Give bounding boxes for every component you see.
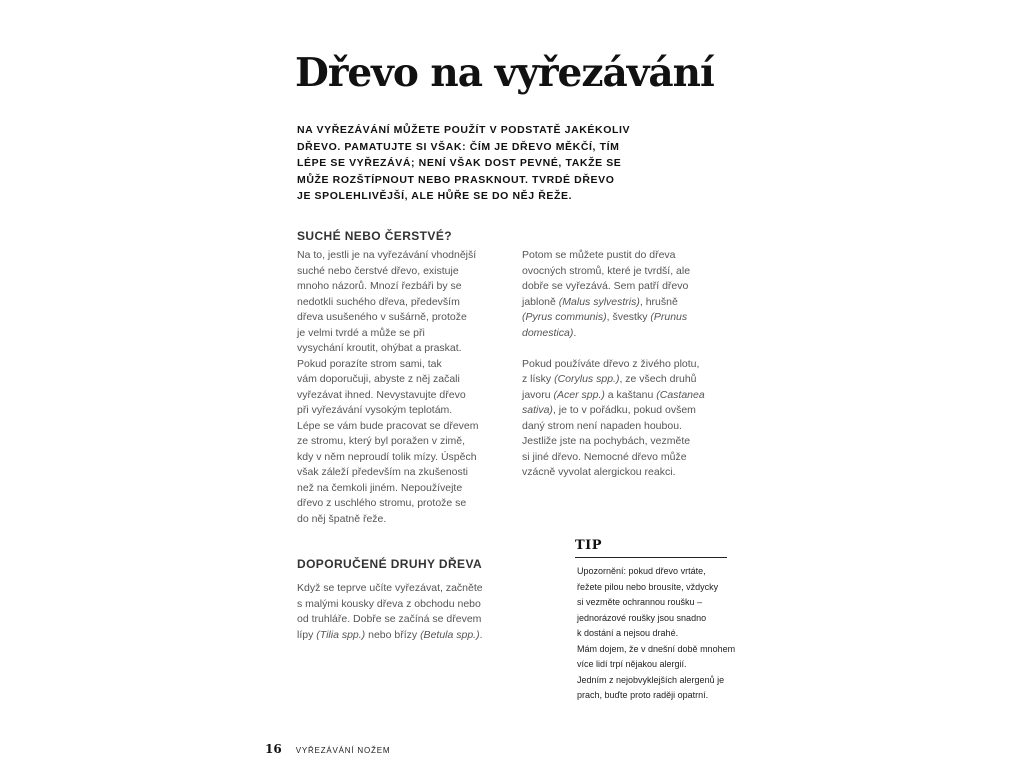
body-line: Jestliže jste na pochybách, vezměte bbox=[522, 435, 691, 447]
body-line: při vyřezávání vysokým teplotám. bbox=[297, 404, 453, 416]
body-line: Pokud používáte dřevo z živého plotu, bbox=[522, 357, 700, 370]
body-line: javoru (Acer spp.) a kaštanu (Castanea bbox=[522, 388, 705, 401]
body-line: mnoho názorů. Mnozí řezbáři by se bbox=[297, 280, 462, 292]
intro-paragraph bbox=[297, 122, 631, 205]
latin-name: domestica) bbox=[522, 326, 574, 339]
section2-column bbox=[297, 581, 483, 643]
running-head: VYŘEZÁVÁNÍ NOŽEM bbox=[295, 746, 391, 755]
body-line: od truhláře. Dobře se začíná se dřevem bbox=[297, 613, 482, 625]
body-line: si jiné dřevo. Nemocné dřevo může bbox=[522, 450, 687, 463]
intro-line: LÉPE SE VYŘEZÁVÁ; NENÍ VŠAK DOST PEVNÉ, TAKŽE SE bbox=[297, 157, 622, 169]
body-line: dřeva usušeného v sušárně, protože bbox=[297, 311, 467, 323]
body-line: suché nebo čerstvé dřevo, existuje bbox=[297, 264, 459, 277]
tip-line: k dostání a nejsou drahé. bbox=[577, 628, 679, 638]
tip-box bbox=[577, 564, 735, 704]
body-line: s malými kousky dřeva z obchodu nebo bbox=[297, 597, 481, 610]
body-line: domestica). bbox=[522, 326, 577, 339]
latin-name: sativa) bbox=[522, 404, 553, 416]
body-line: Když se teprve učíte vyřezávat, začněte bbox=[297, 582, 483, 594]
tip-line: prach, buďte proto raději opatrní. bbox=[577, 690, 709, 700]
tip-line: Upozornění: pokud dřevo vrtáte, bbox=[577, 566, 706, 576]
intro-line: JE SPOLEHLIVĚJŠÍ, ALE HŮŘE SE DO NĚJ ŘEŽE. bbox=[297, 190, 573, 202]
section1-left-column bbox=[297, 248, 479, 527]
intro-line: DŘEVO. PAMATUJTE SI VŠAK: ČÍM JE DŘEVO MĚKČÍ, TÍM bbox=[297, 140, 620, 153]
tip-line: řežete pilou nebo brousíte, vždycky bbox=[577, 581, 719, 592]
body-line: vám doporučuji, abyste z něj začali bbox=[297, 373, 460, 385]
page-title: Dřevo na vyřezávání bbox=[295, 50, 714, 96]
body-line: je velmi tvrdé a může se při bbox=[297, 326, 425, 339]
body-line: Na to, jestli je na vyřezávání vhodnější bbox=[297, 249, 477, 261]
body-line: vysychání kroutit, ohýbat a praskat. bbox=[297, 342, 462, 354]
tip-line: si vezměte ochrannou roušku – bbox=[577, 597, 703, 607]
body-line: ovocných stromů, které je tvrdší, ale bbox=[522, 264, 691, 277]
body-line: Lépe se vám bude pracovat se dřevem bbox=[297, 419, 479, 432]
page-number: 16 bbox=[265, 742, 282, 756]
latin-name: (Malus sylvestris) bbox=[558, 295, 640, 308]
body-line: lípy (Tilia spp.) nebo břízy (Betula spp.). bbox=[297, 628, 483, 641]
latin-name: (Acer spp.) bbox=[553, 388, 605, 401]
tip-divider bbox=[575, 557, 727, 558]
latin-name: (Betula spp.) bbox=[420, 628, 480, 641]
latin-name: (Tilia spp.) bbox=[316, 628, 366, 641]
tip-line: více lidí trpí nějakou alergií. bbox=[577, 659, 687, 669]
body-line: z lísky (Corylus spp.), ze všech druhů bbox=[522, 373, 697, 385]
body-line: než na čemkoli jiném. Nepoužívejte bbox=[297, 481, 463, 494]
tip-heading: TIP bbox=[575, 538, 603, 553]
body-line: dobře se vyřezává. Sem patří dřevo bbox=[522, 280, 689, 292]
body-line: kdy v něm neproudí tolik mízy. Úspěch bbox=[297, 450, 477, 463]
page-footer bbox=[265, 742, 390, 756]
body-line: dřevo z uschlého stromu, protože se bbox=[297, 497, 467, 509]
latin-name: (Castanea bbox=[656, 388, 705, 401]
latin-name: (Prunus bbox=[650, 311, 688, 323]
body-line: Pokud porazíte strom sami, tak bbox=[297, 357, 442, 370]
tip-line: jednorázové roušky jsou snadno bbox=[577, 612, 707, 623]
body-line: Potom se můžete pustit do dřeva bbox=[522, 249, 676, 261]
body-line: sativa), je to v pořádku, pokud ovšem bbox=[522, 404, 696, 416]
body-line: do něj špatně řeže. bbox=[297, 512, 387, 525]
intro-line: MŮŽE ROZŠTÍPNOUT NEBO PRASKNOUT. TVRDÉ DŘEVO bbox=[297, 173, 615, 186]
tip-line: Jedním z nejobvyklejších alergenů je bbox=[577, 674, 725, 685]
body-line: daný strom není napaden houbou. bbox=[522, 419, 682, 432]
latin-name: (Corylus spp.) bbox=[554, 373, 620, 385]
section1-right-column bbox=[522, 248, 705, 481]
section-heading-recommended-woods: DOPORUČENÉ DRUHY DŘEVA bbox=[297, 557, 483, 571]
body-line: (Pyrus communis), švestky (Prunus bbox=[522, 311, 688, 323]
intro-line: NA VYŘEZÁVÁNÍ MŮŽETE POUŽÍT V PODSTATĚ JAKÉKOLIV bbox=[297, 124, 631, 136]
body-line: jabloně (Malus sylvestris), hrušně bbox=[522, 295, 678, 308]
tip-line: Mám dojem, že v dnešní době mnohem bbox=[577, 643, 736, 654]
body-line: ze stromu, který byl poražen v zimě, bbox=[297, 435, 466, 447]
body-line: nedotkli suchého dřeva, především bbox=[297, 295, 460, 308]
latin-name: (Pyrus communis) bbox=[522, 311, 607, 323]
section-heading-dry-or-fresh: SUCHÉ NEBO ČERSTVÉ? bbox=[297, 229, 452, 243]
body-line: vzácně vyvolat alergickou reakci. bbox=[522, 466, 676, 478]
body-line: však záleží především na zkušenosti bbox=[297, 466, 468, 478]
body-line: vyřezávat ihned. Nevystavujte dřevo bbox=[297, 388, 466, 401]
